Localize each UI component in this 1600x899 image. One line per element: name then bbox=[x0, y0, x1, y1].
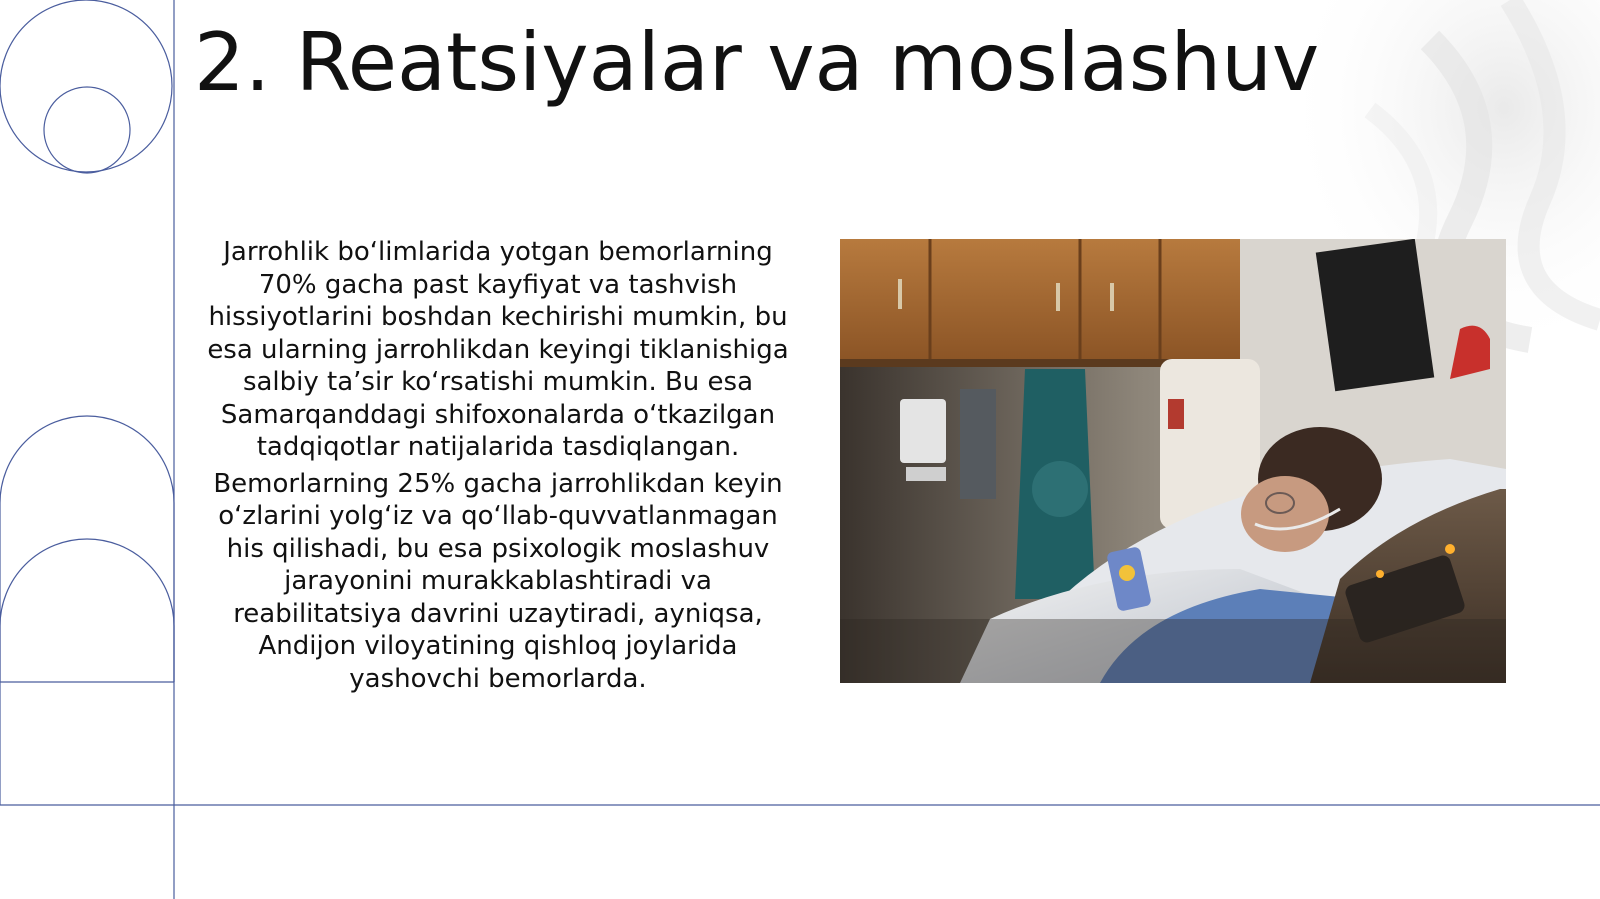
paragraph-1: Jarrohlik bo‘limlarida yotgan bemorlarning 70% gacha past kayfiyat va tashvish hissiyotlarini boshdan kechirishi mumkin, bu esa ularning jarrohlikdan keyingi tiklanishiga salbiy ta’sir ko‘rsatishi mumkin. Bu esa Samarqanddagi shifoxonalarda o‘tkazilgan tadqiqotlar natijalarida tasdiqlangan. bbox=[207, 237, 789, 462]
decor-arch-upper bbox=[0, 416, 174, 682]
decor-small-circle bbox=[44, 87, 130, 173]
decor-arch-lower bbox=[0, 539, 174, 682]
paragraph-2: Bemorlarning 25% gacha jarrohlikdan keyin o‘zlarini yolg‘iz va qo‘llab-quvvatlanmagan his qilishadi, bu esa psixologik moslashuv jarayonini murakkablashtiradi va reabilitatsiya davrini uzaytiradi, ayniqsa, Andijon viloyatining qishloq joylarida yashovchi bemorlarda. bbox=[213, 468, 783, 694]
body-text bbox=[200, 236, 796, 695]
patient-in-hospital-bed-photo bbox=[840, 239, 1506, 683]
slide-title: 2. Reatsiyalar va moslashuv bbox=[194, 16, 1320, 109]
decor-large-circle bbox=[0, 0, 172, 172]
photo-illustration bbox=[840, 239, 1506, 683]
